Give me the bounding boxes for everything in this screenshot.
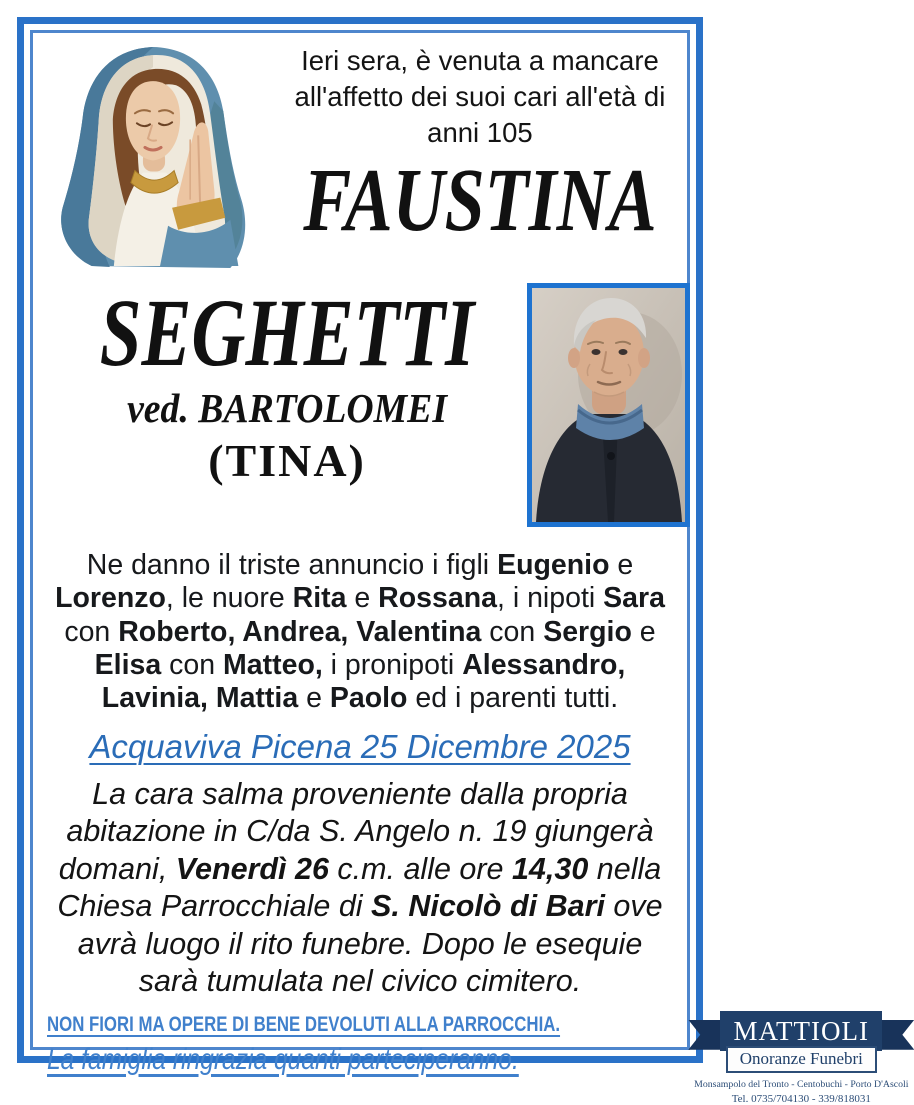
nickname: (TINA): [208, 434, 366, 486]
intro-text: Ieri sera, è venuta a mancare all'affetto dei suoi cari all'età di anni 105: [294, 45, 666, 148]
ribbon-banner: [698, 1011, 904, 1051]
header-text-column: [259, 37, 701, 251]
funeral-home-subtitle: Onoranze Funebri: [726, 1046, 877, 1073]
name-column: [47, 281, 527, 488]
funeral-home-logo: [688, 1011, 914, 1105]
deceased-last-name: SEGHETTI: [99, 279, 475, 386]
deceased-photo: [527, 283, 690, 527]
name-section: [47, 281, 673, 539]
widow-line: ved. BARTOLOMEI: [127, 384, 448, 431]
footer-section: [47, 1011, 909, 1105]
funeral-home-locations: Monsampolo del Tronto - Centobuchi - Porto D'Ascoli: [694, 1079, 909, 1091]
thanks-note: La famiglia ringrazia quanti parteciperanno.: [47, 1042, 519, 1076]
header-section: [47, 37, 673, 275]
deceased-first-name: FAUSTINA: [303, 151, 657, 251]
poster-inner-frame: [30, 30, 909, 1105]
obituary-poster: [17, 17, 909, 1105]
funeral-details: La cara salma proveniente dalla propria abitazione in C/da S. Angelo n. 19 giungerà domani, Venerdì 26 c.m. alle ore 14,30 nella Chiesa Parrocchiale di S. Nicolò di Bari ove avrà luogo il rito funebre. Dopo le esequie sarà tumulata nel civico cimitero.: [57, 776, 663, 999]
place-date-line: Acquaviva Picena 25 Dicembre 2025: [89, 727, 631, 765]
madonna-illustration: [47, 39, 259, 275]
funeral-home-name: MATTIOLI: [720, 1011, 882, 1051]
footer-notes: [47, 1011, 688, 1077]
family-announcement: Ne danno il triste annuncio i figli Eugenio e Lorenzo, le nuore Rita e Rossana, i nipoti Sara con Roberto, Andrea, Valentina con Sergio e Elisa con Matteo, i pronipoti Alessandro, Lavinia, Mattia e Paolo ed i parenti tutti.: [55, 549, 665, 715]
flowers-note: NON FIORI MA OPERE DI BENE DEVOLUTI ALLA PARROCCHIA.: [47, 1012, 561, 1036]
funeral-home-phone: Tel. 0735/704130 - 339/818031: [731, 1093, 871, 1105]
